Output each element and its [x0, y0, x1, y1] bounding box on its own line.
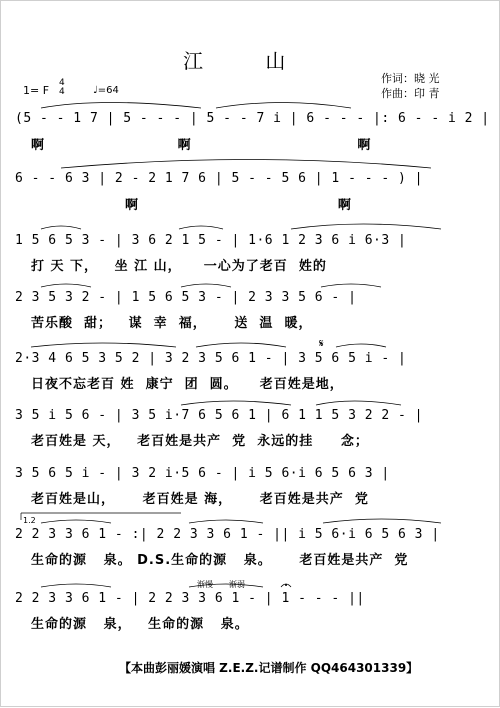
lyrics-row-9: 生命的源 泉， 生命的源 泉。 [31, 617, 249, 632]
tempo-mark: ♩=64 [93, 85, 119, 96]
song-title: 江 山 [183, 49, 314, 73]
lyrics-row-1: 啊 啊 啊 [31, 138, 372, 153]
notes-row-4: 2 3 5 3 2 - | 1 5 6 5 3 - | 2 3 3 5 6 - | [15, 290, 357, 305]
rit-mark-2: 渐弱 [229, 580, 245, 589]
lyrics-row-8: 生命的源 泉。 D.S.生命的源 泉。 老百姓是共产 党 [31, 553, 409, 568]
rit-mark-1: 渐慢 [197, 580, 213, 589]
notes-row-1: (5 - - 1 7 | 5 - - - | 5 - - 7 i | 6 - - - |: 6 - - i 2 | [15, 111, 490, 126]
notes-row-6: 3 5 i 5 6 - | 3 5 i·7 6 5 6 1 | 6 1 1 5 3 2 2 - | [15, 408, 424, 423]
notes-row-2: 6 - - 6 3 | 2 - 2 1 7 6 | 5 - - 5 6 | 1 - - - ) | [15, 171, 424, 186]
lyrics-row-4: 苦乐酸 甜； 谋 幸 福， 送 温 暖， [31, 316, 313, 331]
key-signature: 1= F [23, 84, 50, 97]
segno-mark: 𝄋 [319, 337, 324, 350]
lyrics-row-7: 老百姓是山， 老百姓是 海， 老百姓是共产 党 [31, 492, 369, 507]
notes-row-5: 2·3 4 6 5 3 5 2 | 3 2 3 5 6 1 - | 3 5 6 5 i - | [15, 351, 407, 366]
slur-arcs [1, 1, 500, 708]
lyrics-row-6: 老百姓是 天， 老百姓是共产 党 永远的挂 念； [31, 434, 369, 449]
notes-row-7: 3 5 6 5 i - | 3 2 i·5 6 - | i 5 6·i 6 5 6 3 | [15, 466, 390, 481]
notes-row-9: 2 2 3 3 6 1 - | 2 2 3 3 6 1 - | 1 - - - || [15, 591, 365, 606]
lyricist: 作词：晓 光 [381, 72, 440, 85]
composer: 作曲：印 青 [381, 87, 440, 100]
lyrics-row-2: 啊 啊 [31, 198, 352, 213]
meter-top: 4 [59, 78, 65, 88]
meter-bottom: 4 [59, 87, 65, 97]
notes-row-3: 1 5 6 5 3 - | 3 6 2 1 5 - | 1·6 1 2 3 6 i 6·3 | [15, 233, 407, 248]
footer-credit: 【本曲彭丽媛演唱 Z.E.Z.记谱制作 QQ464301339】 [119, 661, 419, 675]
volta-mark: 1.2 [23, 516, 36, 525]
lyrics-row-5: 日夜不忘老百 姓 康宁 团 圆。 老百姓是地， [31, 377, 344, 392]
lyrics-row-3: 打 天 下， 坐 江 山， 一心为了老百 姓的 [31, 259, 327, 274]
notes-row-8: 2 2 3 3 6 1 - :| 2 2 3 3 6 1 - || i 5 6·i 6 5 6 3 | [15, 527, 440, 542]
